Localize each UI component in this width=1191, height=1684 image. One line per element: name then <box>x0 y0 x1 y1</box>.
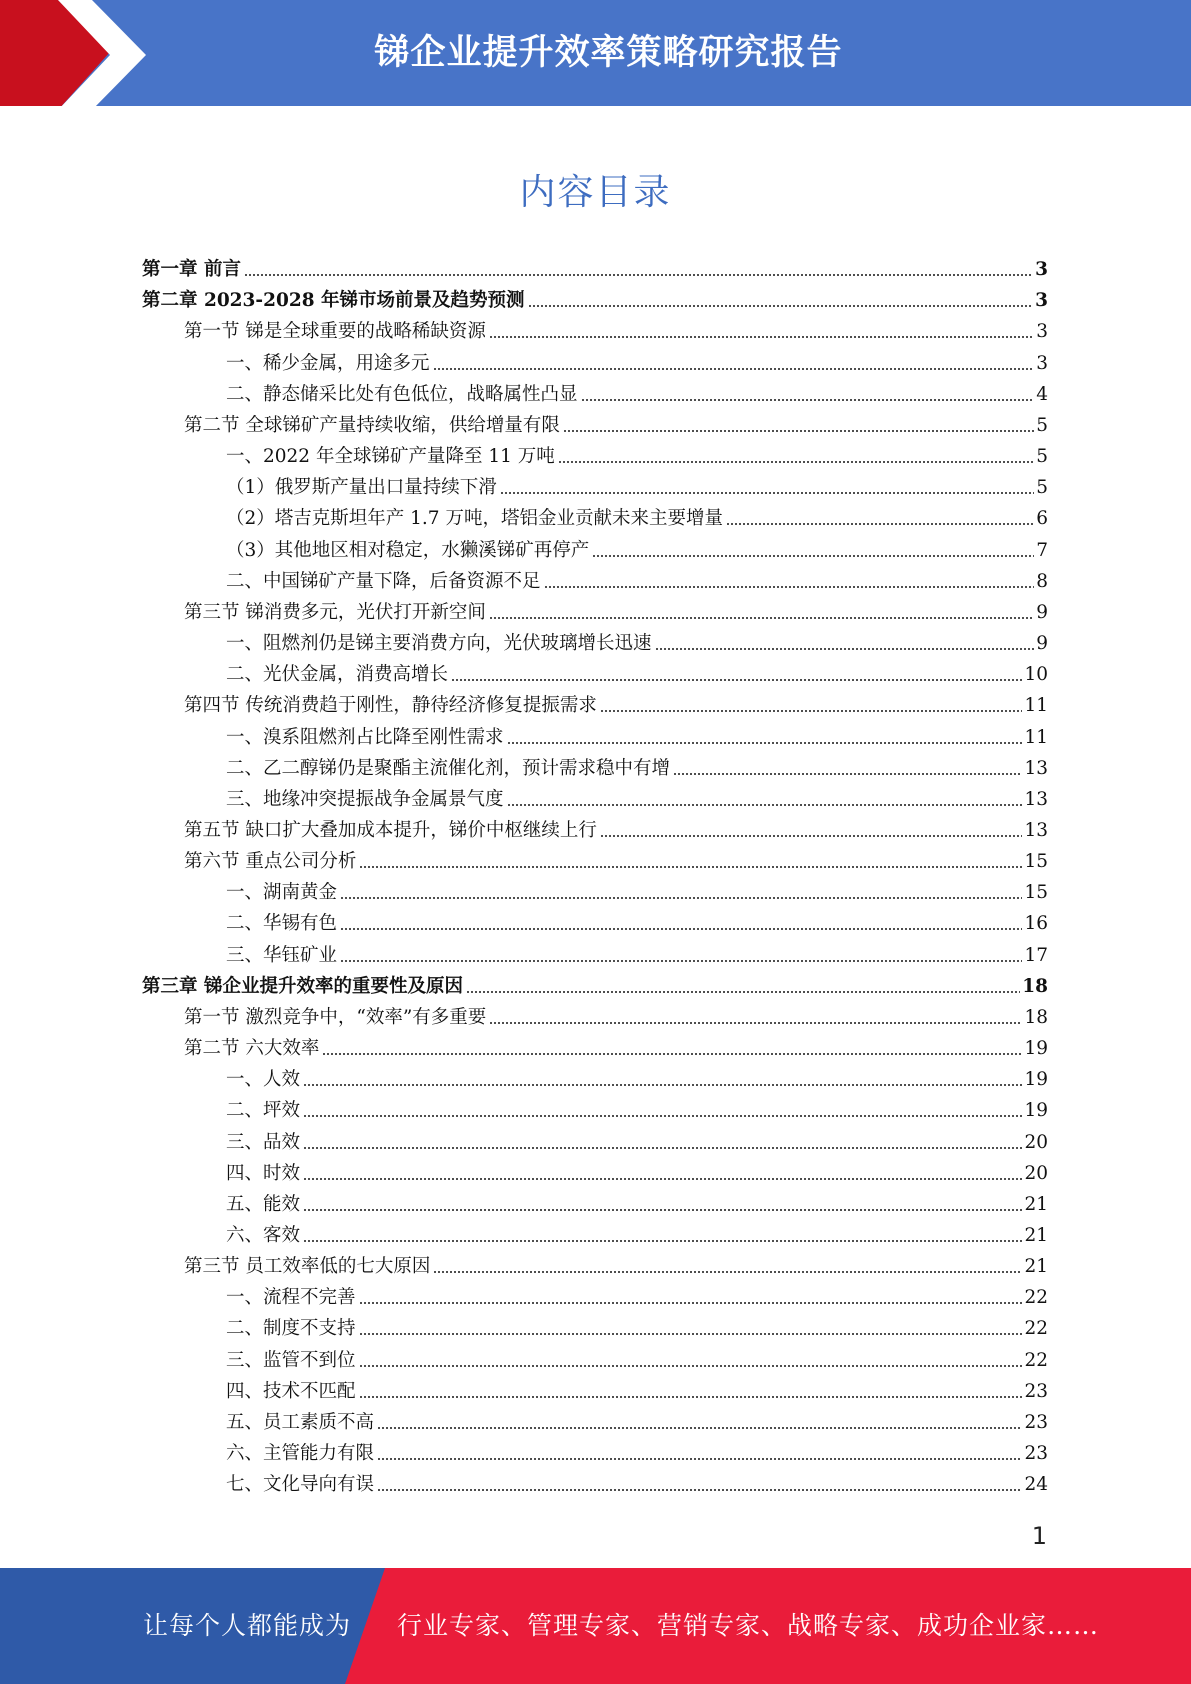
footer-banner <box>0 1568 1191 1684</box>
toc-entry-title: 三、品效 <box>226 1131 301 1153</box>
toc-entry-title: 四、技术不匹配 <box>226 1380 356 1402</box>
toc-entry-title: 四、时效 <box>226 1162 301 1184</box>
toc-entry-title: （3）其他地区相对稳定，水獭溪锑矿再停产 <box>226 539 590 561</box>
toc-dot-leader <box>303 1239 1022 1243</box>
toc-entry-page: 20 <box>1024 1162 1048 1184</box>
toc-entry[interactable] <box>142 379 1048 410</box>
toc-entry[interactable] <box>142 1033 1048 1064</box>
table-of-contents <box>142 254 1048 1500</box>
toc-entry-page: 19 <box>1024 1100 1048 1122</box>
toc-dot-leader <box>507 741 1023 745</box>
document-title: 锑企业提升效率策略研究报告 <box>374 33 843 73</box>
toc-entry-title: （1）俄罗斯产量出口量持续下滑 <box>226 477 497 499</box>
toc-entry-title: 一、人效 <box>226 1069 301 1091</box>
toc-dot-leader <box>451 678 1022 682</box>
toc-dot-leader <box>489 335 1034 339</box>
toc-dot-leader <box>466 990 1020 994</box>
toc-entry-title: 三、地缘冲突提振战争金属景气度 <box>226 788 504 810</box>
toc-entry-title: 一、湖南黄金 <box>226 882 338 904</box>
toc-entry-title: 第六节 重点公司分析 <box>184 851 357 873</box>
toc-entry[interactable] <box>142 815 1048 846</box>
toc-dot-leader <box>359 1301 1023 1305</box>
toc-entry[interactable] <box>142 1002 1048 1033</box>
toc-entry-title: 二、乙二醇锑仍是聚酯主流催化剂，预计需求稳中有增 <box>226 757 671 779</box>
toc-entry[interactable] <box>142 721 1048 752</box>
toc-dot-leader <box>581 398 1035 402</box>
toc-entry-page: 3 <box>1035 259 1048 281</box>
toc-entry-title: 一、溴系阻燃剂占比降至刚性需求 <box>226 726 504 748</box>
toc-entry-page: 9 <box>1036 601 1048 623</box>
toc-entry-title: 一、流程不完善 <box>226 1287 356 1309</box>
toc-dot-leader <box>507 803 1023 807</box>
toc-entry[interactable] <box>142 441 1048 472</box>
toc-entry[interactable] <box>142 877 1048 908</box>
toc-entry[interactable] <box>142 784 1048 815</box>
toc-entry-page: 22 <box>1024 1287 1048 1309</box>
toc-dot-leader <box>433 1270 1022 1274</box>
toc-entry[interactable] <box>142 316 1048 347</box>
toc-entry-page: 19 <box>1024 1038 1048 1060</box>
toc-entry-page: 16 <box>1024 913 1048 935</box>
toc-entry-title: 七、文化导向有误 <box>226 1474 375 1496</box>
toc-entry[interactable] <box>142 1282 1048 1313</box>
toc-dot-leader <box>433 367 1035 371</box>
toc-heading: 内容目录 <box>519 172 672 213</box>
toc-entry-page: 20 <box>1024 1131 1048 1153</box>
toc-dot-leader <box>303 1146 1022 1150</box>
toc-entry-page: 13 <box>1024 757 1048 779</box>
toc-entry[interactable] <box>142 1095 1048 1126</box>
toc-dot-leader <box>600 834 1023 838</box>
toc-entry[interactable] <box>142 1438 1048 1469</box>
toc-entry[interactable] <box>142 410 1048 441</box>
toc-entry-title: 第四节 传统消费趋于刚性，静待经济修复提振需求 <box>184 695 597 717</box>
toc-dot-leader <box>359 1364 1023 1368</box>
toc-entry-page: 15 <box>1024 851 1048 873</box>
toc-entry-page: 22 <box>1024 1318 1048 1340</box>
toc-dot-leader <box>303 1114 1022 1118</box>
toc-entry[interactable] <box>142 254 1048 285</box>
toc-entry-title: 二、坪效 <box>226 1100 301 1122</box>
toc-entry-page: 15 <box>1024 882 1048 904</box>
toc-dot-leader <box>340 959 1022 963</box>
toc-dot-leader <box>592 554 1034 558</box>
toc-entry-title: 第三章 锑企业提升效率的重要性及原因 <box>142 975 463 997</box>
toc-entry[interactable] <box>142 690 1048 721</box>
toc-entry-page: 10 <box>1024 664 1048 686</box>
toc-dot-leader <box>244 273 1033 277</box>
toc-entry[interactable] <box>142 503 1048 534</box>
toc-entry[interactable] <box>142 939 1048 970</box>
toc-dot-leader <box>558 460 1034 464</box>
toc-dot-leader <box>489 1021 1022 1025</box>
toc-dot-leader <box>303 1177 1022 1181</box>
toc-entry-title: 第一节 激烈竞争中，“效率”有多重要 <box>184 1006 487 1028</box>
toc-entry-title: 第二节 六大效率 <box>184 1038 320 1060</box>
toc-entry-title: 二、光伏金属，消费高增长 <box>226 664 449 686</box>
toc-entry-title: 六、主管能力有限 <box>226 1443 375 1465</box>
toc-entry[interactable] <box>142 285 1048 316</box>
toc-entry[interactable] <box>142 1126 1048 1157</box>
toc-entry[interactable] <box>142 1064 1048 1095</box>
toc-entry-page: 21 <box>1024 1256 1048 1278</box>
toc-dot-leader <box>359 865 1022 869</box>
toc-entry[interactable] <box>142 534 1048 565</box>
toc-dot-leader <box>655 647 1035 651</box>
toc-entry-page: 9 <box>1036 633 1048 655</box>
page-number: 1 <box>1031 1522 1047 1550</box>
toc-entry-page: 21 <box>1024 1193 1048 1215</box>
toc-entry-page: 24 <box>1024 1474 1048 1496</box>
toc-entry[interactable] <box>142 659 1048 690</box>
toc-dot-leader <box>359 1395 1023 1399</box>
toc-entry-page: 18 <box>1022 975 1048 997</box>
toc-entry-page: 3 <box>1035 290 1048 312</box>
toc-entry-title: 五、能效 <box>226 1193 301 1215</box>
toc-entry-title: 二、制度不支持 <box>226 1318 356 1340</box>
toc-entry[interactable] <box>142 1158 1048 1189</box>
toc-entry-title: 二、中国锑矿产量下降，后备资源不足 <box>226 570 541 592</box>
toc-entry-page: 23 <box>1024 1411 1048 1433</box>
header-banner <box>0 0 1191 110</box>
toc-entry[interactable] <box>142 1220 1048 1251</box>
toc-dot-leader <box>377 1488 1022 1492</box>
toc-entry[interactable] <box>142 597 1048 628</box>
toc-entry-page: 13 <box>1024 788 1048 810</box>
toc-dot-leader <box>340 927 1022 931</box>
toc-entry-title: 六、客效 <box>226 1225 301 1246</box>
toc-dot-leader <box>489 616 1034 620</box>
toc-dot-leader <box>377 1426 1022 1430</box>
toc-entry-title: 第三节 锑消费多元，光伏打开新空间 <box>184 601 486 623</box>
toc-dot-leader <box>673 772 1022 776</box>
toc-entry[interactable] <box>142 908 1048 939</box>
toc-entry[interactable] <box>142 347 1048 378</box>
toc-entry-page: 8 <box>1036 570 1048 592</box>
toc-entry-page: 21 <box>1024 1225 1048 1246</box>
toc-entry-title: 第一节 锑是全球重要的战略稀缺资源 <box>184 321 486 343</box>
toc-entry-title: （2）塔吉克斯坦年产 1.7 万吨，塔铝金业贡献未来主要增量 <box>226 508 723 530</box>
toc-entry[interactable] <box>142 846 1048 877</box>
toc-entry-page: 5 <box>1036 414 1048 436</box>
toc-entry[interactable] <box>142 1189 1048 1220</box>
toc-entry-page: 23 <box>1024 1443 1048 1465</box>
toc-entry-title: 二、华锡有色 <box>226 913 338 935</box>
toc-entry-title: 第一章 前言 <box>142 259 241 281</box>
toc-entry[interactable] <box>142 1407 1048 1438</box>
toc-dot-leader <box>500 491 1034 495</box>
toc-dot-leader <box>359 1332 1023 1336</box>
toc-dot-leader <box>322 1052 1022 1056</box>
toc-entry[interactable] <box>142 628 1048 659</box>
toc-entry-page: 6 <box>1036 508 1048 530</box>
toc-entry-page: 13 <box>1024 819 1048 841</box>
toc-entry-page: 5 <box>1036 446 1048 468</box>
toc-entry-page: 23 <box>1024 1380 1048 1402</box>
toc-entry-title: 一、2022 年全球锑矿产量降至 11 万吨 <box>226 446 555 468</box>
toc-entry-page: 19 <box>1024 1069 1048 1091</box>
toc-dot-leader <box>303 1083 1022 1087</box>
toc-entry-title: 二、静态储采比处有色低位，战略属性凸显 <box>226 383 578 405</box>
toc-dot-leader <box>544 585 1035 589</box>
toc-entry[interactable] <box>142 971 1048 1002</box>
toc-entry[interactable] <box>142 1344 1048 1375</box>
toc-entry[interactable] <box>142 566 1048 597</box>
toc-entry-title: 第三节 员工效率低的七大原因 <box>184 1256 431 1278</box>
toc-dot-leader <box>528 304 1034 308</box>
toc-dot-leader <box>340 896 1022 900</box>
toc-entry[interactable] <box>142 1376 1048 1407</box>
footer-slogan-right: 行业专家、管理专家、营销专家、战略专家、成功企业家…… <box>397 1611 1100 1640</box>
toc-entry-page: 4 <box>1036 383 1048 405</box>
toc-entry-page: 18 <box>1024 1006 1048 1028</box>
toc-entry[interactable] <box>142 1313 1048 1344</box>
toc-entry-title: 一、稀少金属，用途多元 <box>226 352 430 374</box>
toc-entry-title: 第五节 缺口扩大叠加成本提升，锑价中枢继续上行 <box>184 819 597 841</box>
footer-slogan-left: 让每个人都能成为 <box>143 1611 352 1640</box>
toc-entry-page: 17 <box>1024 944 1048 966</box>
toc-dot-leader <box>600 709 1023 713</box>
toc-entry-title: 五、员工素质不高 <box>226 1411 375 1433</box>
toc-dot-leader <box>303 1208 1022 1212</box>
toc-dot-leader <box>377 1457 1022 1461</box>
toc-entry[interactable] <box>142 472 1048 503</box>
toc-entry-page: 11 <box>1024 695 1048 717</box>
toc-entry[interactable] <box>142 753 1048 784</box>
toc-dot-leader <box>563 429 1034 433</box>
toc-entry-page: 11 <box>1024 726 1048 748</box>
toc-entry-title: 三、监管不到位 <box>226 1349 356 1371</box>
toc-entry-page: 7 <box>1036 539 1048 561</box>
toc-entry-title: 第二章 2023-2028 年锑市场前景及趋势预测 <box>142 290 525 312</box>
toc-dot-leader <box>726 522 1034 526</box>
toc-entry-title: 一、阻燃剂仍是锑主要消费方向，光伏玻璃增长迅速 <box>226 633 652 655</box>
toc-entry[interactable] <box>142 1251 1048 1282</box>
toc-entry-page: 3 <box>1036 352 1048 374</box>
toc-entry-page: 22 <box>1024 1349 1048 1371</box>
toc-entry-title: 第二节 全球锑矿产量持续收缩，供给增量有限 <box>184 414 560 436</box>
toc-entry-title: 三、华钰矿业 <box>226 944 338 966</box>
toc-entry-page: 5 <box>1036 477 1048 499</box>
toc-entry-page: 3 <box>1036 321 1048 343</box>
toc-entry[interactable] <box>142 1469 1048 1500</box>
